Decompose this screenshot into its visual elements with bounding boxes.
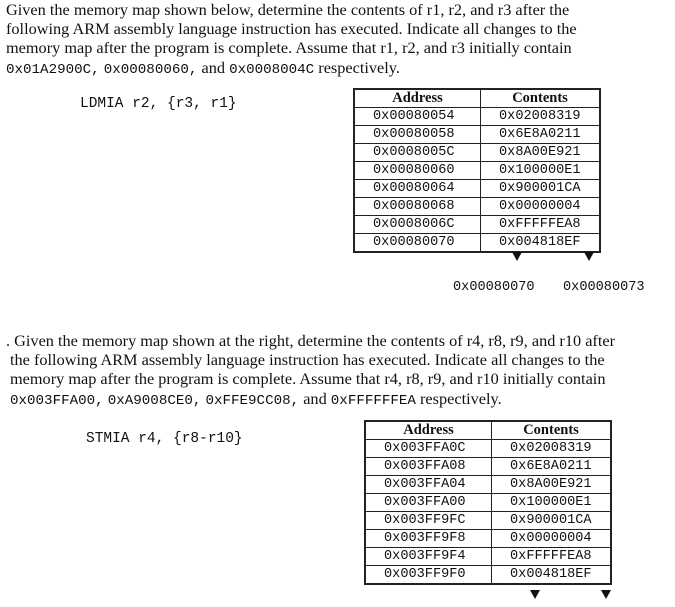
contents-cell: 0xFFFFFEA8 xyxy=(492,548,612,566)
contents-cell: 0x100000E1 xyxy=(492,494,612,512)
table-row xyxy=(365,494,611,512)
table2-header-address: Address xyxy=(365,421,492,440)
problem2-r4-init: 0xFFFFFFEA xyxy=(330,393,416,409)
contents-cell: 0x02008319 xyxy=(492,440,612,458)
memory-map-table-1 xyxy=(353,88,601,253)
table-row xyxy=(354,180,600,198)
table-row xyxy=(354,234,600,253)
problem2-instruction: STMIA r4, {r8-r10} xyxy=(86,431,243,447)
contents-cell: 0x8A00E921 xyxy=(481,144,601,162)
contents-cell: 0x004818EF xyxy=(492,566,612,585)
address-cell: 0x003FFA00 xyxy=(365,494,492,512)
address-cell: 0x003FF9FC xyxy=(365,512,492,530)
problem1-line3: memory map after the program is complete. Assume that r1, r2, and r3 initially contain xyxy=(6,38,572,57)
problem1-line4 xyxy=(6,58,400,81)
address-cell: 0x003FFA0C xyxy=(365,440,492,458)
problem2-line4 xyxy=(10,389,502,412)
byte-address-high: 0x00080073 xyxy=(563,280,645,295)
problem2-r9-init: 0xA9008CE0, xyxy=(107,393,202,409)
table-row xyxy=(365,476,611,494)
table-row xyxy=(365,458,611,476)
problem1-r2-init: 0x00080060, xyxy=(103,62,198,78)
table-row xyxy=(365,548,611,566)
table-row xyxy=(354,144,600,162)
problem1-r1-init: 0x01A2900C, xyxy=(6,62,100,78)
problem2-r8-init: 0x003FFA00, xyxy=(10,393,104,409)
table-row xyxy=(354,162,600,180)
contents-cell: 0x8A00E921 xyxy=(492,476,612,494)
contents-cell: 0x004818EF xyxy=(481,234,601,253)
address-cell: 0x00080064 xyxy=(354,180,481,198)
table1-header-address: Address xyxy=(354,89,481,108)
problem2-line2: the following ARM assembly language instruction has executed. Indicate all changes to the xyxy=(10,350,605,369)
address-cell: 0x00080070 xyxy=(354,234,481,253)
arrow-down-icon xyxy=(601,590,611,599)
byte-address-low: 0x00080070 xyxy=(453,280,535,295)
problem1-respectively: respectively. xyxy=(318,58,400,77)
arrow-down-icon xyxy=(530,590,540,599)
contents-cell: 0x900001CA xyxy=(481,180,601,198)
table-row xyxy=(365,512,611,530)
contents-cell: 0x6E8A0211 xyxy=(481,126,601,144)
problem1-and: and xyxy=(201,58,225,77)
contents-cell: 0x00000004 xyxy=(492,530,612,548)
problem2-line3: memory map after the program is complete. Assume that r4, r8, r9, and r10 initially contain xyxy=(10,369,606,388)
address-cell: 0x0008006C xyxy=(354,216,481,234)
problem2-r10-init: 0xFFE9CC08, xyxy=(205,393,300,409)
arrow-down-icon xyxy=(512,252,522,261)
table-row xyxy=(365,530,611,548)
table-row xyxy=(354,108,600,126)
contents-cell: 0xFFFFFEA8 xyxy=(481,216,601,234)
problem1-line1: Given the memory map shown below, determine the contents of r1, r2, and r3 after the xyxy=(6,0,570,19)
arrow-down-icon xyxy=(584,252,594,261)
address-cell: 0x0008005C xyxy=(354,144,481,162)
contents-cell: 0x900001CA xyxy=(492,512,612,530)
table-row xyxy=(354,126,600,144)
address-cell: 0x00080068 xyxy=(354,198,481,216)
problem2-and: and xyxy=(303,389,327,408)
address-cell: 0x003FFA08 xyxy=(365,458,492,476)
table-row xyxy=(365,440,611,458)
table-row xyxy=(365,566,611,585)
problem1-instruction: LDMIA r2, {r3, r1} xyxy=(80,96,237,112)
table2-header-contents: Contents xyxy=(492,421,612,440)
address-cell: 0x003FF9F0 xyxy=(365,566,492,585)
contents-cell: 0x00000004 xyxy=(481,198,601,216)
problem1-line2: following ARM assembly language instruction has executed. Indicate all changes to the xyxy=(6,19,577,38)
table-row xyxy=(354,198,600,216)
table-row xyxy=(354,216,600,234)
address-cell: 0x00080058 xyxy=(354,126,481,144)
address-cell: 0x00080060 xyxy=(354,162,481,180)
address-cell: 0x003FF9F4 xyxy=(365,548,492,566)
address-cell: 0x003FFA04 xyxy=(365,476,492,494)
memory-map-table-2 xyxy=(364,420,612,585)
address-cell: 0x003FF9F8 xyxy=(365,530,492,548)
address-cell: 0x00080054 xyxy=(354,108,481,126)
problem2-respectively: respectively. xyxy=(420,389,502,408)
table1-header-contents: Contents xyxy=(481,89,601,108)
contents-cell: 0x100000E1 xyxy=(481,162,601,180)
contents-cell: 0x6E8A0211 xyxy=(492,458,612,476)
contents-cell: 0x02008319 xyxy=(481,108,601,126)
problem1-r3-init: 0x0008004C xyxy=(229,62,315,78)
problem2-line1: . Given the memory map shown at the right, determine the contents of r4, r8, r9, and r10 after xyxy=(6,331,616,350)
